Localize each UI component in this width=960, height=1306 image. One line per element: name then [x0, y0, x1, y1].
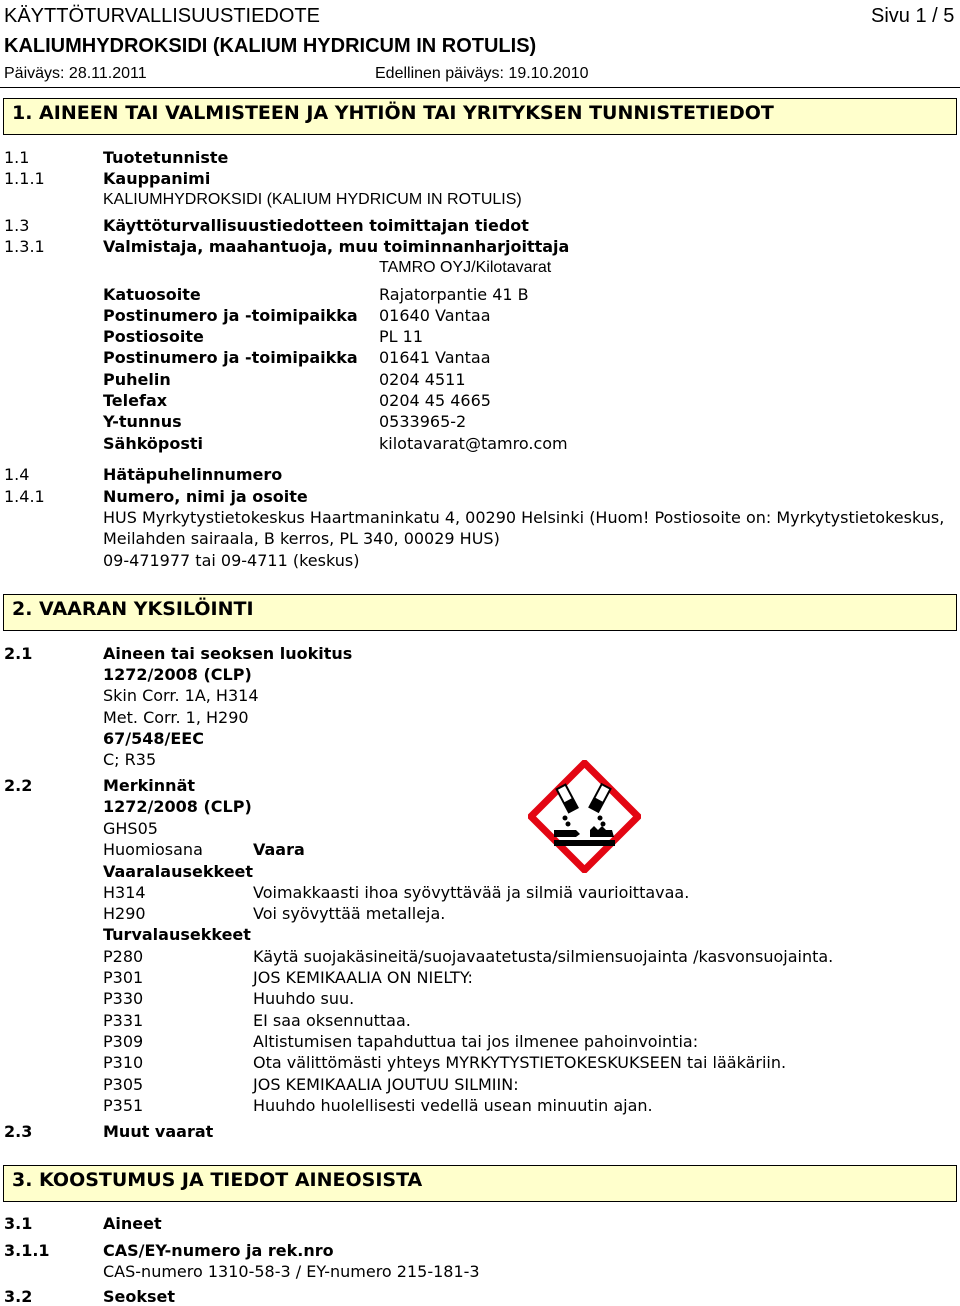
statement-text: EI saa oksennuttaa.: [253, 1011, 411, 1030]
section-2-title: 2. VAARAN YKSILÖINTI: [12, 598, 254, 620]
section-number: 2.1: [4, 644, 33, 663]
section-number: 3.1: [4, 1214, 33, 1233]
subsection-heading: Seokset: [103, 1287, 176, 1306]
statement-code: H290: [103, 904, 146, 923]
address-label: Postiosoite: [103, 327, 204, 346]
ghs05-corrosion-icon: [528, 760, 641, 873]
statement-text: Käytä suojakäsineitä/suojavaatetusta/silmiensuojainta /kasvonsuojainta.: [253, 947, 834, 966]
statement-code: P305: [103, 1075, 144, 1094]
address-value: 01641 Vantaa: [379, 348, 491, 367]
statement-text: Altistumisen tapahduttua tai jos ilmenee pahoinvointia:: [253, 1032, 699, 1051]
regulation-heading: 67/548/EEC: [103, 729, 204, 748]
statement-text: JOS KEMIKAALIA JOUTUU SILMIIN:: [253, 1075, 519, 1094]
address-value: PL 11: [379, 327, 424, 346]
address-label: Y-tunnus: [103, 412, 182, 431]
section-3-title: 3. KOOSTUMUS JA TIEDOT AINEOSISTA: [12, 1169, 423, 1191]
precautionary-statements-heading: Turvalausekkeet: [103, 925, 251, 944]
trade-name: KALIUMHYDROKSIDI (KALIUM HYDRICUM IN ROTULIS): [103, 191, 522, 208]
pictogram-code: GHS05: [103, 819, 158, 838]
section-number: 3.1.1: [4, 1241, 50, 1260]
regulation-heading: 1272/2008 (CLP): [103, 665, 252, 684]
statement-code: P301: [103, 968, 144, 987]
section-number: 3.2: [4, 1287, 33, 1306]
subsection-heading: Hätäpuhelinnumero: [103, 465, 283, 484]
address-label: Katuosoite: [103, 285, 201, 304]
statement-code: P331: [103, 1011, 144, 1030]
address-value: 0204 4511: [379, 370, 466, 389]
subsection-heading: Aineet: [103, 1214, 162, 1233]
subsection-heading: Tuotetunniste: [103, 148, 229, 167]
classification-line: C; R35: [103, 750, 157, 769]
subsection-heading: Kauppanimi: [103, 169, 211, 188]
statement-code: P310: [103, 1053, 144, 1072]
subsection-heading: Merkinnät: [103, 776, 196, 795]
subsection-heading: Muut vaarat: [103, 1122, 214, 1141]
statement-code: P330: [103, 989, 144, 1008]
statement-text: JOS KEMIKAALIA ON NIELTY:: [253, 968, 473, 987]
subsection-heading: CAS/EY-numero ja rek.nro: [103, 1241, 334, 1260]
section-number: 1.1.1: [4, 169, 45, 188]
emergency-contact-line: HUS Myrkytystietokeskus Haartmaninkatu 4, 00290 Helsinki (Huom! Postiosoite on: Myrkytystietokeskus,: [103, 508, 945, 527]
address-value: Rajatorpantie 41 B: [379, 285, 529, 304]
statement-code: P309: [103, 1032, 144, 1051]
address-value: 0533965-2: [379, 412, 467, 431]
section-number: 1.4.1: [4, 487, 45, 506]
signal-word: Vaara: [253, 840, 305, 859]
subsection-heading: Valmistaja, maahantuoja, muu toiminnanharjoittaja: [103, 237, 570, 256]
previous-date: Edellinen päiväys: 19.10.2010: [375, 65, 589, 82]
cas-number-line: CAS-numero 1310-58-3 / EY-numero 215-181-3: [103, 1262, 480, 1281]
product-title: KALIUMHYDROKSIDI (KALIUM HYDRICUM IN ROTULIS): [4, 35, 537, 57]
statement-text: Huuhdo suu.: [253, 989, 355, 1008]
regulation-heading: 1272/2008 (CLP): [103, 797, 252, 816]
document-title: KÄYTTÖTURVALLISUUSTIEDOTE: [4, 5, 320, 27]
company-name: TAMRO OYJ/Kilotavarat: [379, 259, 552, 276]
address-label: Puhelin: [103, 370, 171, 389]
hazard-statements-heading: Vaaralausekkeet: [103, 862, 254, 881]
statement-code: P351: [103, 1096, 144, 1115]
classification-line: Met. Corr. 1, H290: [103, 708, 249, 727]
section-3-header: [3, 1165, 957, 1202]
signal-word-label: Huomiosana: [103, 840, 203, 859]
statement-text: Voimakkaasti ihoa syövyttävää ja silmiä vaurioittavaa.: [253, 883, 690, 902]
statement-text: Huuhdo huolellisesti vedellä usean minuutin ajan.: [253, 1096, 653, 1115]
emergency-contact-line: Meilahden sairaala, B kerros, PL 340, 00029 HUS): [103, 529, 500, 548]
section-1-title: 1. AINEEN TAI VALMISTEEN JA YHTIÖN TAI YRITYKSEN TUNNISTETIEDOT: [12, 102, 774, 124]
subsection-heading: Käyttöturvallisuustiedotteen toimittajan tiedot: [103, 216, 529, 235]
address-label: Telefax: [103, 391, 168, 410]
address-label: Sähköposti: [103, 434, 204, 453]
address-value: 01640 Vantaa: [379, 306, 491, 325]
section-number: 1.4: [4, 465, 30, 484]
issue-date: Päiväys: 28.11.2011: [4, 65, 147, 82]
section-number: 1.3.1: [4, 237, 45, 256]
statement-code: H314: [103, 883, 146, 902]
section-1-header: [3, 98, 957, 135]
section-number: 1.3: [4, 216, 30, 235]
subsection-heading: Numero, nimi ja osoite: [103, 487, 308, 506]
section-number: 1.1: [4, 148, 30, 167]
email-link[interactable]: kilotavarat@tamro.com: [379, 434, 568, 453]
statement-code: P280: [103, 947, 144, 966]
section-number: 2.3: [4, 1122, 33, 1141]
statement-text: Ota välittömästi yhteys MYRKYTYSTIETOKESKUKSEEN tai lääkäriin.: [253, 1053, 787, 1072]
address-value: 0204 45 4665: [379, 391, 491, 410]
address-label: Postinumero ja -toimipaikka: [103, 306, 358, 325]
section-2-header: [3, 594, 957, 631]
address-label: Postinumero ja -toimipaikka: [103, 348, 358, 367]
classification-line: Skin Corr. 1A, H314: [103, 686, 259, 705]
statement-text: Voi syövyttää metalleja.: [253, 904, 446, 923]
emergency-contact-line: 09-471977 tai 09-4711 (keskus): [103, 551, 360, 570]
header-rule: [0, 87, 960, 88]
subsection-heading: Aineen tai seoksen luokitus: [103, 644, 353, 663]
page-number: Sivu 1 / 5: [871, 5, 955, 27]
section-number: 2.2: [4, 776, 33, 795]
